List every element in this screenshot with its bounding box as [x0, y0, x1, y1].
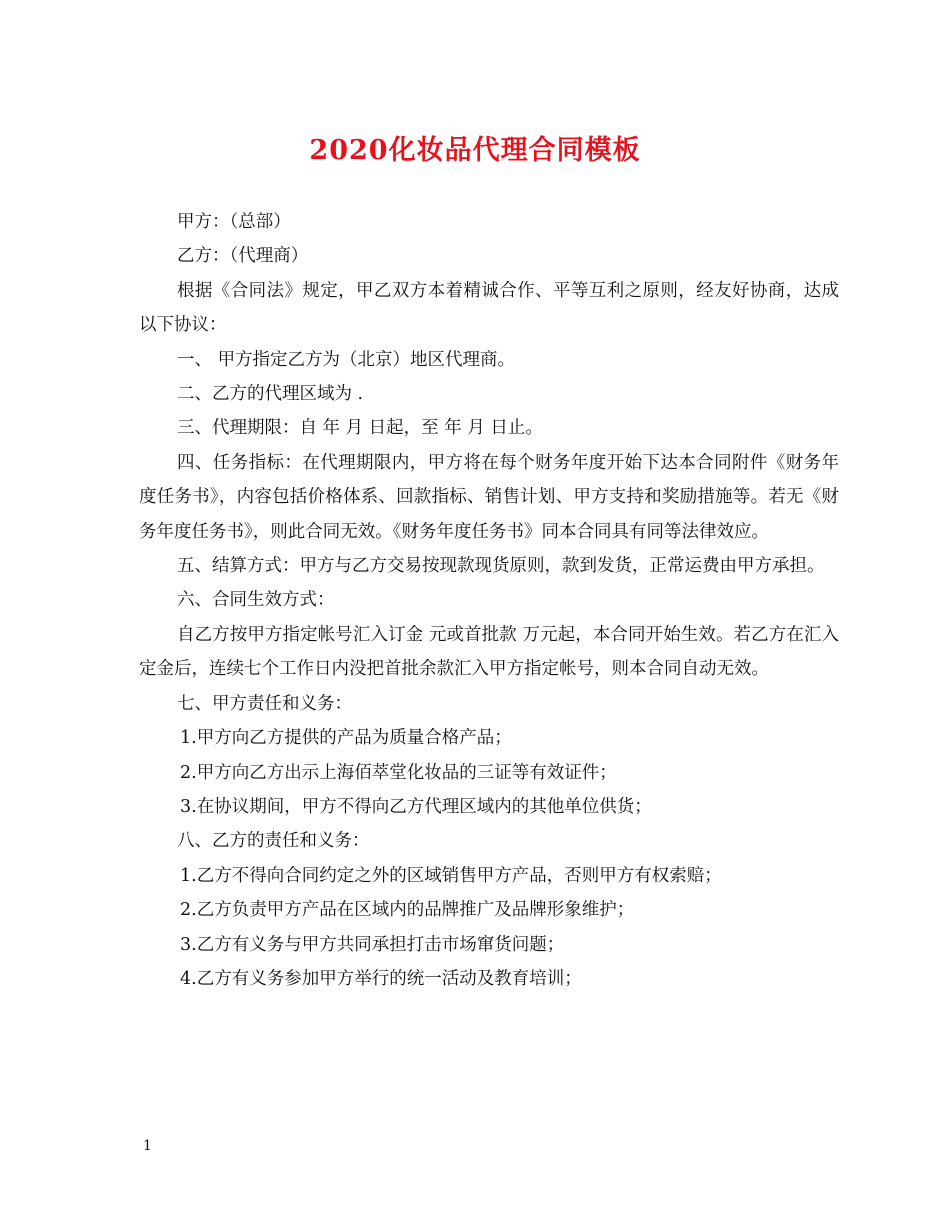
- clause-7-heading: 七、甲方责任和义务：: [177, 693, 352, 714]
- clause-8-heading: 八、乙方的责任和义务：: [177, 831, 370, 852]
- document-title: 2020化妆品代理合同模板: [309, 135, 641, 166]
- clause-2: 二、乙方的代理区域为 .: [177, 384, 364, 405]
- preamble-paragraph: 根据《合同法》规定，甲乙双方本着精诚合作、平等互利之原则，经友好协商，达成以下协议：: [139, 280, 839, 336]
- clause-4: 四、任务指标：在代理期限内，甲方将在每个财务年度开始下达本合同附件《财务年度任务书》，内容包括价格体系、回款指标、销售计划、甲方支持和奖励措施等。若无《财务年度任务书》，则此合同无效。《财务年度任务书》同本合同具有同等法律效应。: [139, 452, 839, 542]
- clause-6-body: 自乙方按甲方指定帐号汇入订金 元或首批款 万元起，本合同开始生效。若乙方在汇入定金后，连续七个工作日内没把首批余款汇入甲方指定帐号，则本合同自动无效。: [139, 624, 839, 680]
- clause-1: 一、 甲方指定乙方为（北京）地区代理商。: [177, 349, 516, 370]
- clause-8-item-2: 2.乙方负责甲方产品在区域内的品牌推广及品牌形象维护；: [180, 900, 635, 921]
- clause-6-heading: 六、合同生效方式：: [177, 590, 335, 611]
- clause-5: 五、结算方式：甲方与乙方交易按现款现货原则，款到发货，正常运费由甲方承担。: [177, 556, 825, 577]
- clause-7-item-3: 3.在协议期间，甲方不得向乙方代理区域内的其他单位供货；: [180, 796, 652, 817]
- party-b-line: 乙方：（代理商）: [177, 246, 309, 267]
- clause-8-item-1: 1.乙方不得向合同约定之外的区域销售甲方产品，否则甲方有权索赔；: [180, 865, 722, 886]
- clause-8-item-4: 4.乙方有义务参加甲方举行的统一活动及教育培训；: [180, 968, 582, 989]
- document-body: [139, 205, 839, 996]
- party-a-line: 甲方：（总部）: [177, 212, 291, 232]
- page-number: 1: [143, 1138, 152, 1154]
- clause-8-item-3: 3.乙方有义务与甲方共同承担打击市场窜货问题；: [180, 934, 565, 955]
- clause-7-item-2: 2.甲方向乙方出示上海佰萃堂化妆品的三证等有效证件；: [180, 762, 617, 783]
- clause-7-item-1: 1.甲方向乙方提供的产品为质量合格产品；: [180, 728, 512, 749]
- clause-3: 三、代理期限：自 年 月 日起，至 年 月 日止。: [177, 418, 543, 439]
